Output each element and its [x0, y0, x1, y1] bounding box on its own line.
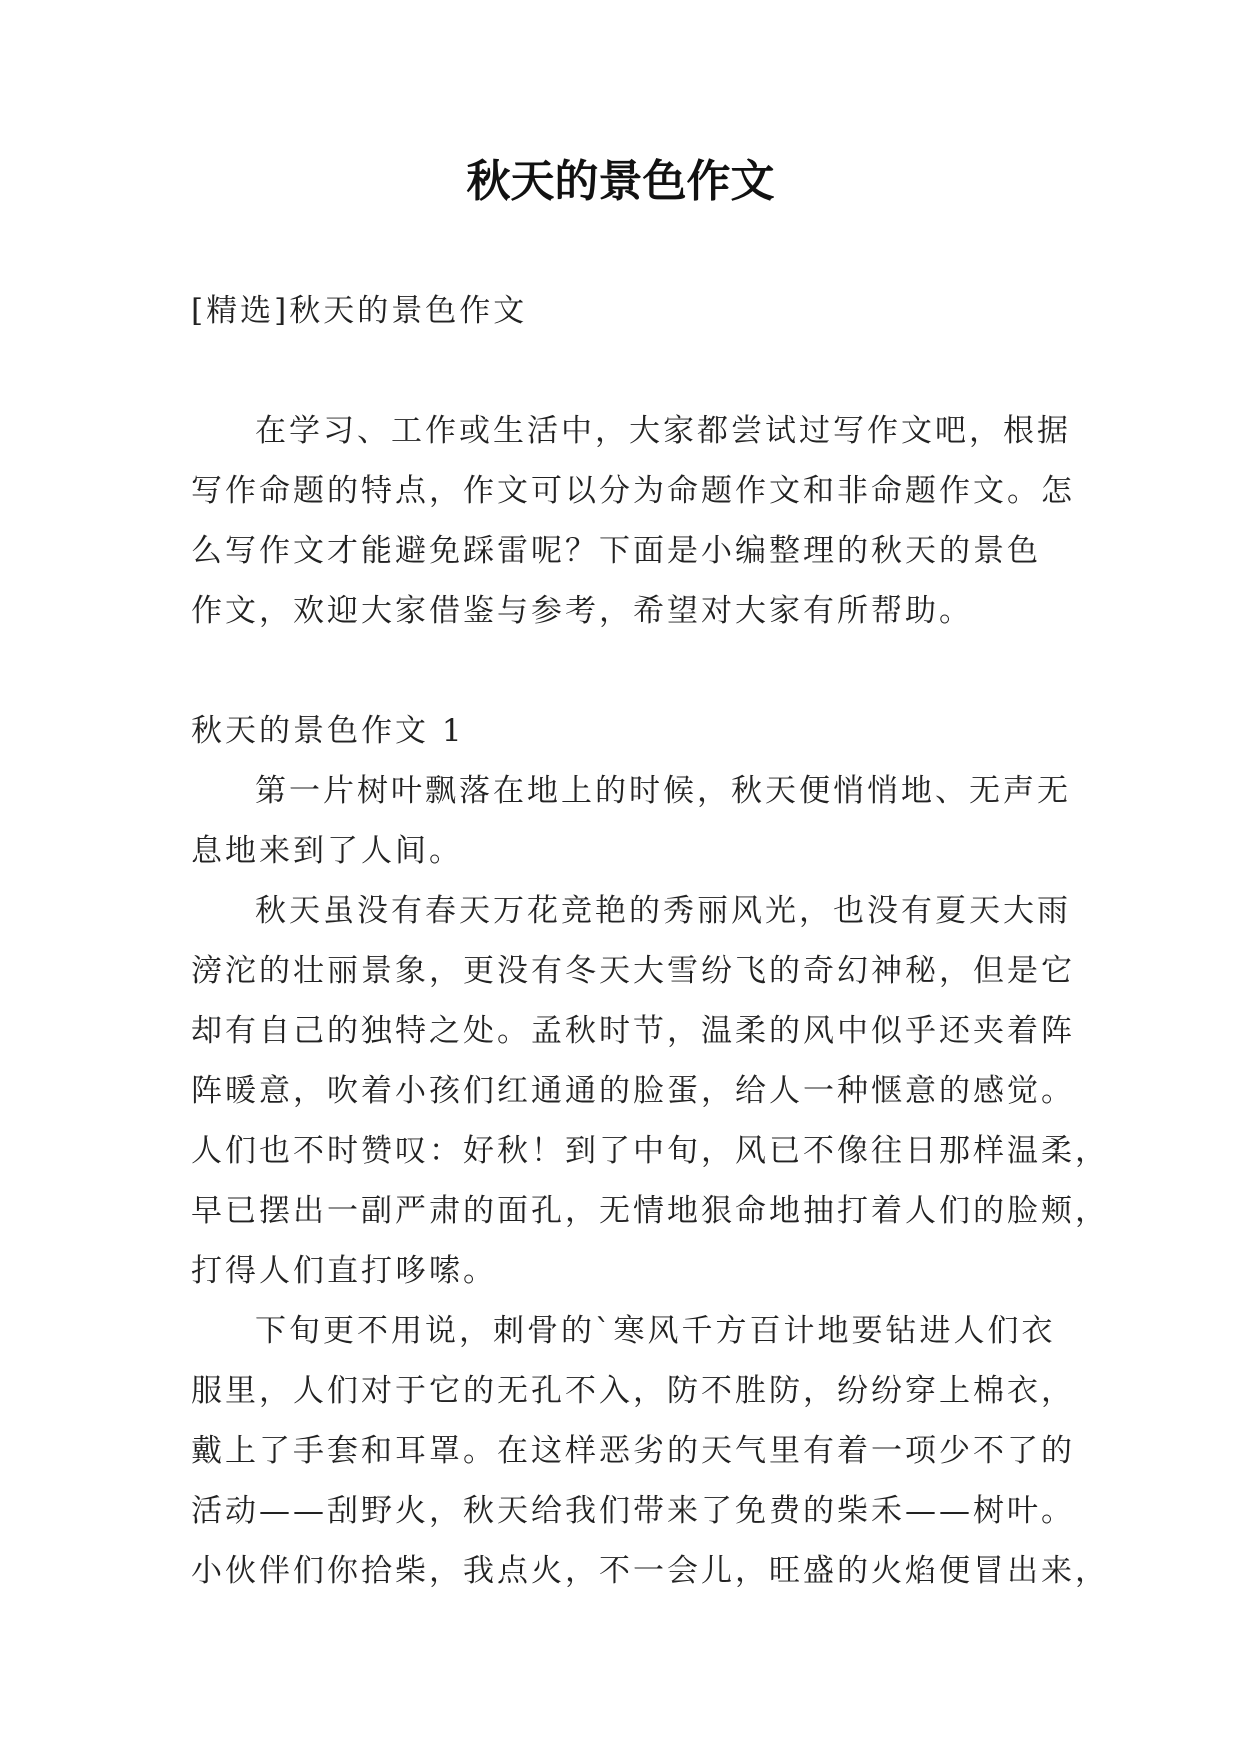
section-heading: 秋天的景色作文 1 [191, 713, 465, 749]
intro-paragraph [191, 401, 1075, 641]
text-line: 么写作文才能避免踩雷呢？下面是小编整理的秋天的景色 [191, 533, 1041, 569]
text-line: 早已摆出一副严肃的面孔，无情地狠命地抽打着人们的脸颊， [191, 1193, 1109, 1229]
spacer [191, 341, 1051, 401]
text-line: 第一片树叶飘落在地上的时候，秋天便悄悄地、无声无 [255, 773, 1071, 809]
text-line: 在学习、工作或生活中，大家都尝试过写作文吧，根据 [255, 413, 1071, 449]
text-line: 写作命题的特点，作文可以分为命题作文和非命题作文。怎 [191, 473, 1075, 509]
text-line: 息地来到了人间。 [191, 833, 463, 869]
text-line: 滂沱的壮丽景象，更没有冬天大雪纷飞的奇幻神秘，但是它 [191, 953, 1075, 989]
text-line: 活动——刮野火，秋天给我们带来了免费的柴禾——树叶。 [191, 1493, 1075, 1529]
text-line: 人们也不时赞叹：好秋！到了中旬，风已不像往日那样温柔， [191, 1133, 1109, 1169]
text-line: 戴上了手套和耳罩。在这样恶劣的天气里有着一项少不了的 [191, 1433, 1075, 1469]
paragraph-2 [191, 881, 1109, 1301]
text-line: 小伙伴们你拾柴，我点火，不一会儿，旺盛的火焰便冒出来， [191, 1553, 1109, 1589]
text-line: 服里，人们对于它的无孔不入，防不胜防，纷纷穿上棉衣， [191, 1373, 1075, 1409]
document-body [191, 281, 1109, 1601]
document-title: 秋天的景色作文 [466, 156, 775, 207]
spacer [191, 641, 1051, 701]
paragraph-1 [191, 761, 1071, 881]
text-line: 却有自己的独特之处。孟秋时节，温柔的风中似乎还夹着阵 [191, 1013, 1075, 1049]
paragraph-3 [191, 1301, 1109, 1601]
document-subtitle: [精选]秋天的景色作文 [191, 293, 528, 329]
text-line: 秋天虽没有春天万花竞艳的秀丽风光，也没有夏天大雨 [255, 893, 1071, 929]
text-line: 作文，欢迎大家借鉴与参考，希望对大家有所帮助。 [191, 593, 973, 629]
text-line: 下旬更不用说，刺骨的`寒风千方百计地要钻进人们衣 [255, 1313, 1056, 1349]
text-line: 阵暖意，吹着小孩们红通通的脸蛋，给人一种惬意的感觉。 [191, 1073, 1075, 1109]
text-line: 打得人们直打哆嗦。 [191, 1253, 497, 1289]
